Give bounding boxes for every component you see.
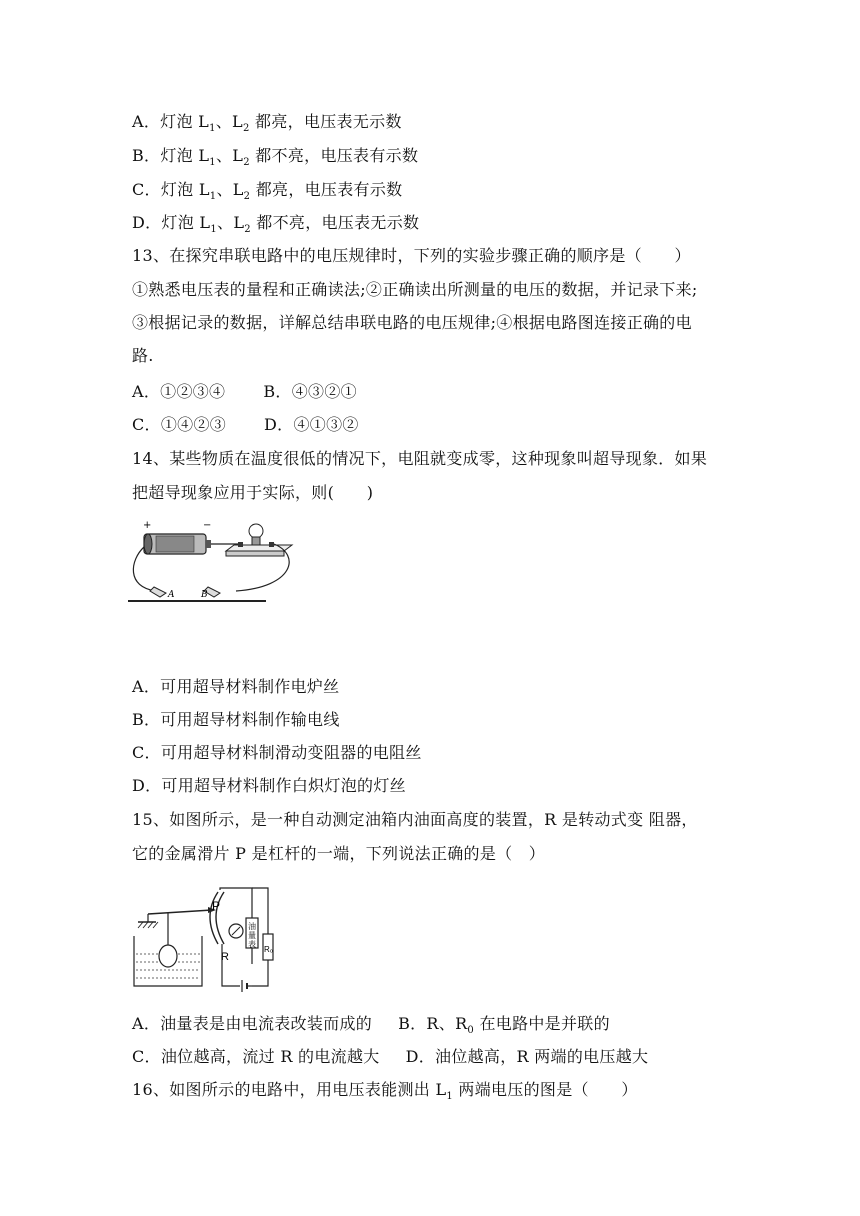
q14-option-d: D．可用超导材料制作白炽灯泡的灯丝 [132, 776, 406, 795]
q13-option-a: A．①②③④ [132, 382, 226, 401]
option-d: D．灯泡 $L_1$、$L_2$ 都不亮，电压表无示数 [132, 213, 420, 235]
q13-options-cd [132, 415, 359, 435]
q15-option-d: D．油位越高，R 两端的电压越大 [405, 1047, 649, 1066]
option-a: A．灯泡 $L_1$、$L_2$ 都亮，电压表无示数 [132, 112, 402, 134]
label-p: P [212, 899, 221, 913]
q14-option-c: C．可用超导材料制滑动变阻器的电阻丝 [132, 743, 422, 762]
q15-option-c: C．油位越高，流过 R 的电流越大 [132, 1047, 380, 1066]
q14-option-b: B．可用超导材料制作输电线 [132, 710, 340, 729]
battery [144, 534, 211, 554]
q15-option-b: B．R、$R_0$ 在电路中是并联的 [398, 1014, 610, 1036]
q13-line2: ①熟悉电压表的量程和正确读法;②正确读出所测量的电压的数据，并记录下来; [132, 280, 698, 299]
clip-a-label: A [168, 590, 175, 600]
q13-line3: ③根据记录的数据，详解总结串联电路的电压规律;④根据电路图连接正确的电 [132, 313, 692, 332]
q13-stem: 13、在探究串联电路中的电压规律时，下列的实验步骤正确的顺序是（ ） [132, 246, 691, 265]
q13-option-c: C．①④②③ [132, 415, 227, 434]
q15-stem-2: 它的金属滑片 P 是杠杆的一端，下列说法正确的是（ ） [132, 844, 546, 863]
q14-stem-1: 14、某些物质在温度很低的情况下，电阻就变成零，这种现象叫超导现象．如果 [132, 449, 708, 468]
meter-label: 油量表 [248, 922, 256, 949]
label-r: R [221, 951, 229, 963]
q14-stem-2: 把超导现象应用于实际，则( ) [132, 483, 374, 502]
q15-options-cd [132, 1047, 648, 1067]
q15-option-a: A．油量表是由电流表改装而成的 [132, 1014, 373, 1033]
q13-option-d: D．④①③② [264, 415, 359, 434]
q13-options-ab [132, 382, 357, 402]
superconductor-circuit-figure [126, 515, 306, 610]
clip-b-label: B [201, 590, 208, 600]
battery-plus-label: + [143, 520, 152, 531]
battery-minus-label: − [203, 520, 212, 531]
q15-stem-1: 15、如图所示，是一种自动测定油箱内油面高度的装置，R 是转动式变 阻器， [132, 810, 698, 829]
label-r0: R₀ [264, 945, 274, 954]
option-c: C．灯泡 $L_1$、$L_2$ 都亮，电压表有示数 [132, 180, 403, 202]
q14-option-a: A．可用超导材料制作电炉丝 [132, 677, 340, 696]
q16-stem: 16、如图所示的电路中，用电压表能测出 $L_1$ 两端电压的图是（ ） [132, 1080, 638, 1102]
q13-line4: 路. [132, 346, 154, 365]
bulb [226, 524, 292, 556]
option-b: B．灯泡 $L_1$、$L_2$ 都不亮，电压表有示数 [132, 146, 419, 168]
q15-options-ab [132, 1014, 610, 1037]
q13-option-b: B．④③②① [263, 382, 357, 401]
clip-a [150, 587, 166, 597]
oil-gauge-figure [130, 886, 280, 998]
